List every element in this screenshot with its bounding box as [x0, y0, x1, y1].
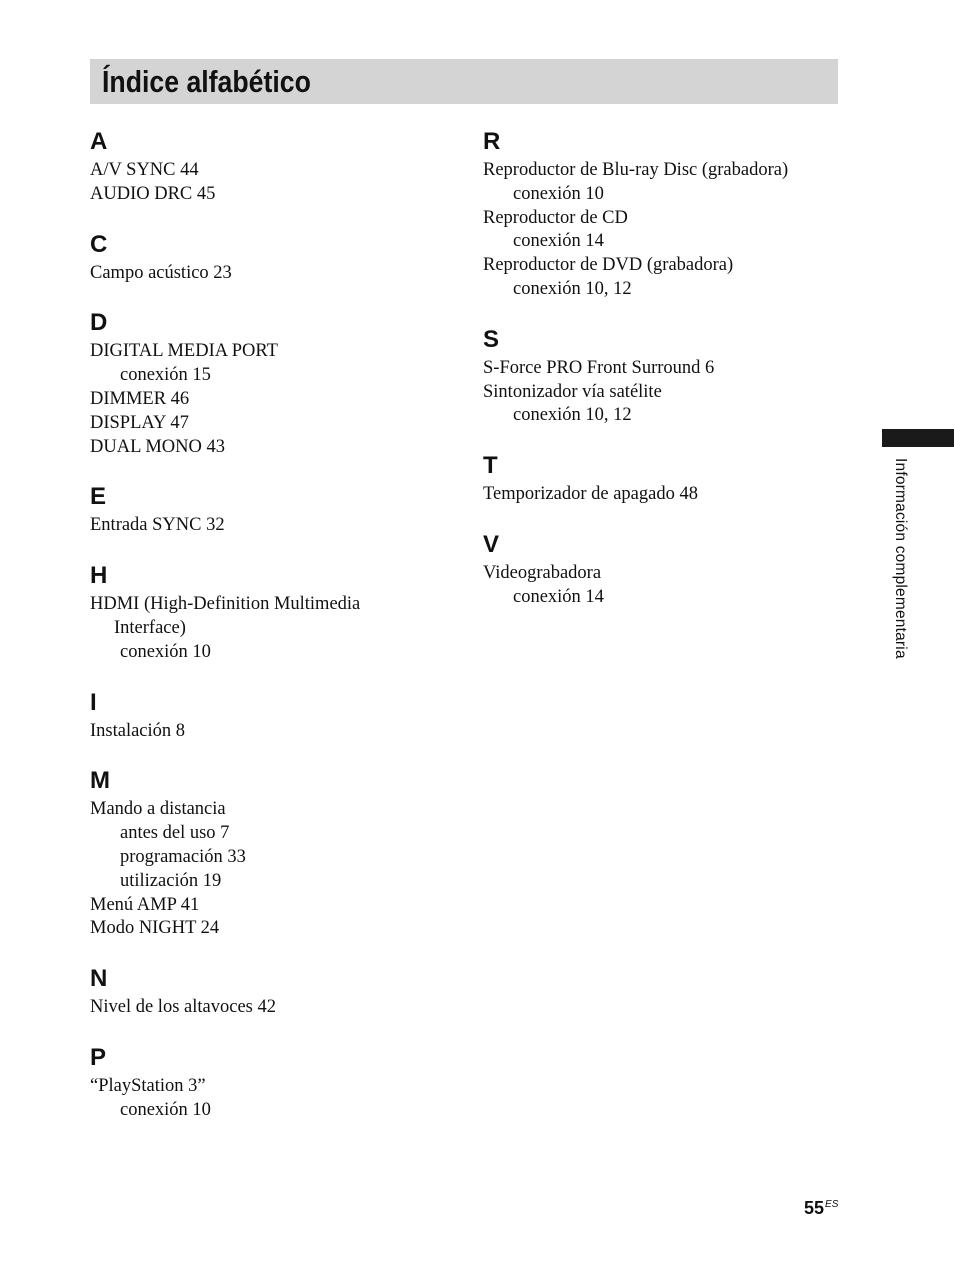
index-section-a — [90, 126, 460, 207]
page-number — [804, 1198, 838, 1219]
section-letter: S — [483, 325, 500, 353]
index-section-n — [90, 963, 460, 1020]
index-section-t — [483, 450, 843, 507]
section-letter: V — [483, 530, 500, 558]
index-entry: Instalación 8 — [90, 720, 186, 741]
index-subentry: conexión 14 — [513, 231, 604, 252]
index-entry: Reproductor de DVD (grabadora) — [483, 255, 734, 276]
index-entry: Menú AMP 41 — [90, 894, 200, 915]
index-subentry: utilización 19 — [120, 870, 222, 891]
index-entry: DIMMER 46 — [90, 388, 190, 409]
index-section-s — [483, 324, 843, 428]
section-letter: T — [483, 452, 498, 480]
index-subentry: conexión 10 — [120, 641, 211, 662]
index-entry: Entrada SYNC 32 — [90, 515, 225, 536]
index-entry: Reproductor de Blu-ray Disc (grabadora) — [483, 160, 789, 180]
index-section-h — [90, 560, 460, 664]
section-letter: A — [90, 128, 108, 155]
section-letter: I — [90, 688, 97, 716]
section-letter: N — [90, 965, 108, 993]
page-number-value: 55 — [804, 1198, 825, 1218]
index-subentry: conexión 15 — [120, 365, 211, 386]
index-entry: S-Force PRO Front Surround 6 — [483, 357, 715, 378]
index-section-p — [90, 1042, 460, 1123]
index-section-e — [90, 481, 460, 538]
index-subentry: antes del uso 7 — [120, 823, 230, 844]
section-letter: R — [483, 128, 501, 155]
index-entry: DIGITAL MEDIA PORT — [90, 341, 278, 362]
index-entry: AUDIO DRC 45 — [90, 183, 216, 204]
section-letter: H — [90, 562, 108, 590]
index-entry: DISPLAY 47 — [90, 412, 189, 433]
index-entry: Interface) — [114, 617, 186, 638]
index-entry: Campo acústico 23 — [90, 262, 232, 283]
index-subentry: programación 33 — [120, 846, 246, 867]
index-entry: Nivel de los altavoces 42 — [90, 997, 276, 1018]
index-section-v — [483, 529, 843, 610]
index-entry: HDMI (High-Definition Multimedia — [90, 594, 361, 615]
section-letter: P — [90, 1043, 107, 1071]
index-entry: “PlayStation 3” — [90, 1075, 206, 1096]
section-side-label: Información complementaria — [892, 458, 909, 659]
index-entry: Mando a distancia — [90, 799, 226, 820]
index-section-d — [90, 307, 460, 459]
index-subentry: conexión 10 — [513, 183, 604, 204]
index-entry: A/V SYNC 44 — [90, 160, 199, 180]
index-column-left — [90, 126, 460, 1145]
index-subentry: conexión 10, 12 — [513, 405, 632, 426]
index-subentry: conexión 10, 12 — [513, 278, 632, 299]
section-letter: D — [90, 309, 108, 337]
index-section-r — [483, 126, 843, 302]
index-entry: Sintonizador vía satélite — [483, 381, 662, 402]
index-subentry: conexión 10 — [120, 1099, 211, 1120]
index-entry: Reproductor de CD — [483, 207, 628, 228]
index-section-m — [90, 765, 460, 941]
index-column-right — [483, 126, 843, 632]
page-number-suffix: ES — [825, 1199, 839, 1210]
section-letter: M — [90, 767, 110, 795]
title-bar — [90, 59, 838, 104]
section-tab-marker — [882, 429, 954, 447]
section-letter: E — [90, 483, 107, 511]
index-section-c — [90, 229, 460, 286]
index-subentry: conexión 14 — [513, 586, 604, 607]
section-letter: C — [90, 230, 108, 258]
index-entry: Temporizador de apagado 48 — [483, 484, 698, 505]
index-entry: Modo NIGHT 24 — [90, 918, 220, 939]
page-title: Índice alfabético — [102, 64, 311, 99]
index-entry: Videograbadora — [483, 562, 602, 583]
index-entry: DUAL MONO 43 — [90, 436, 225, 457]
index-section-i — [90, 687, 460, 744]
